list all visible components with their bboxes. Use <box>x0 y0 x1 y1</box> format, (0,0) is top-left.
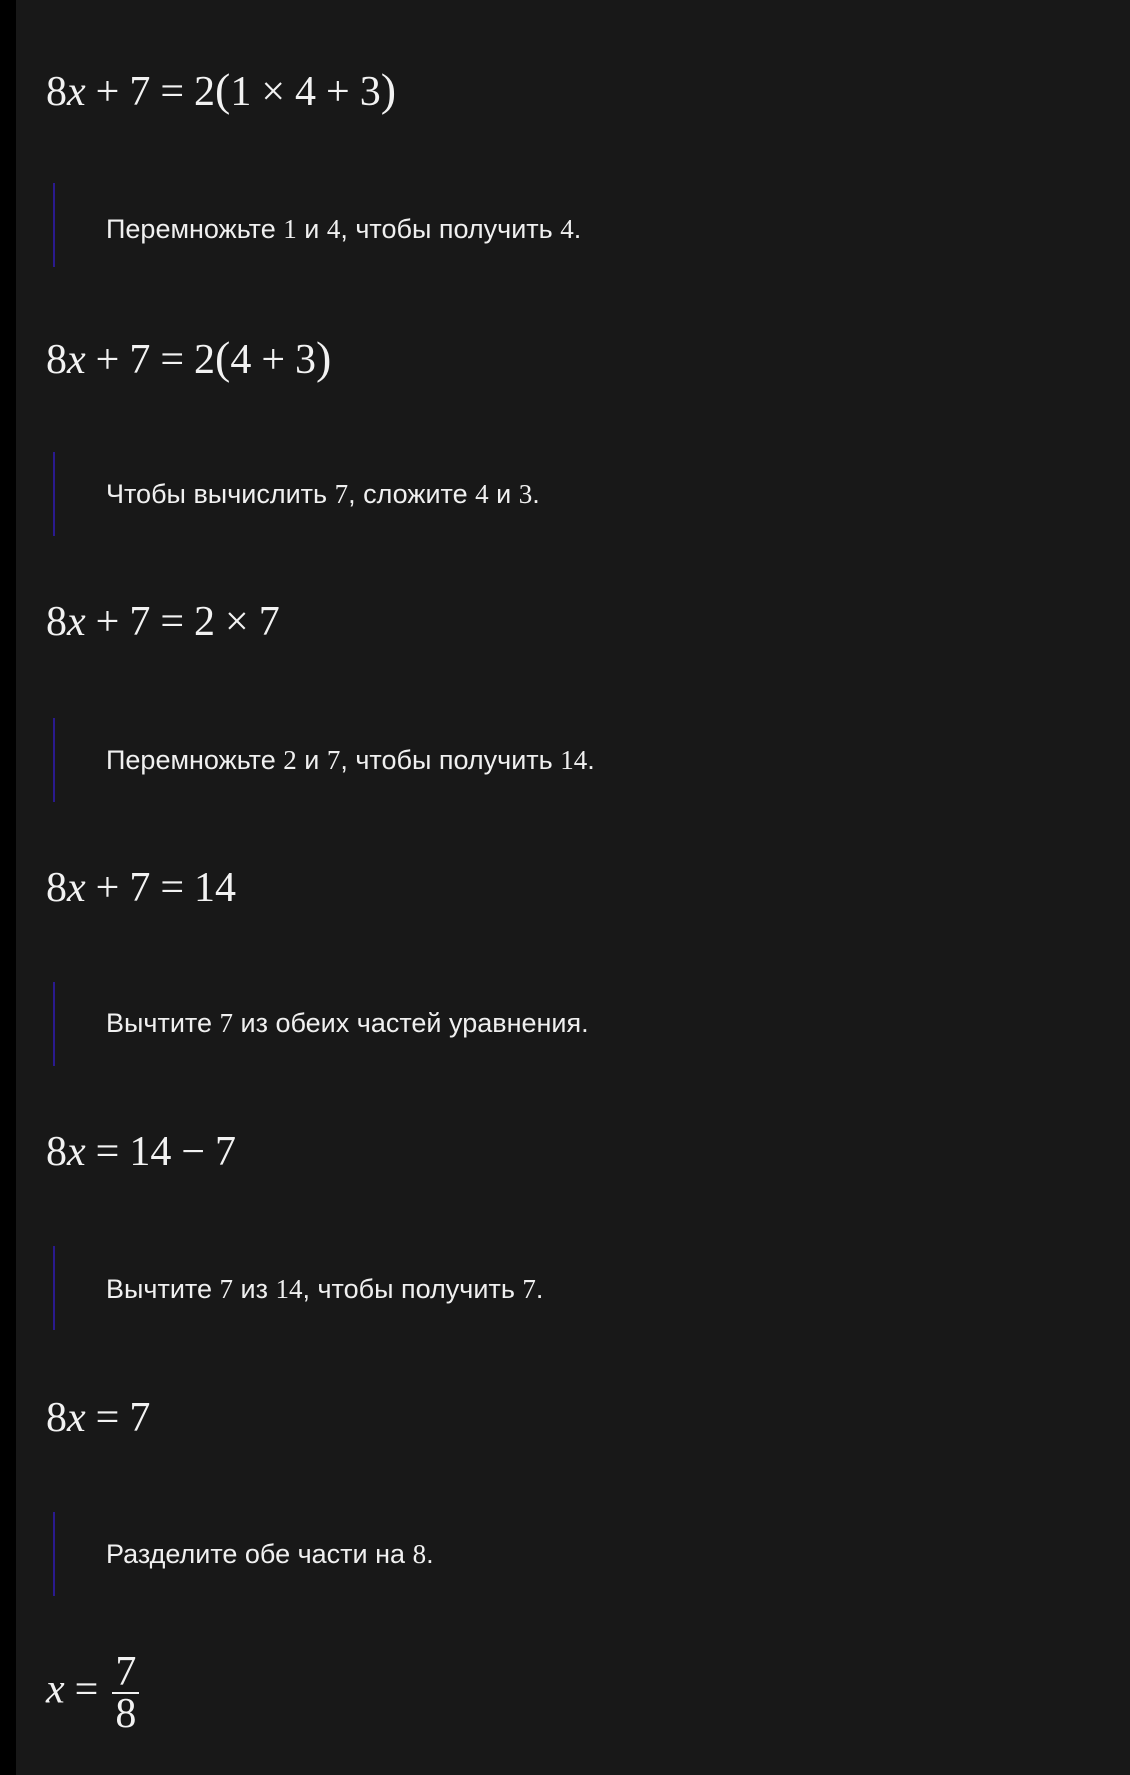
eq-coefficient: 8 <box>46 1395 67 1441</box>
step-text: , чтобы получить <box>340 745 561 775</box>
eq-equals: = <box>95 1395 120 1441</box>
step-rule <box>53 183 55 267</box>
eq-equals: = <box>160 69 185 115</box>
eq-term: 7 <box>129 337 151 383</box>
step-number: 7 <box>334 479 349 509</box>
eq-variable: x <box>67 1129 86 1175</box>
step-text: Разделите обе части на <box>106 1539 413 1569</box>
step-text: , чтобы получить <box>302 1274 523 1304</box>
fraction-numerator: 7 <box>115 1649 137 1695</box>
step-number: 1 <box>283 214 297 244</box>
eq-operator: + <box>95 69 120 115</box>
step-number: 14 <box>560 745 588 775</box>
eq-term: 7 <box>129 69 151 115</box>
equation-4 <box>46 862 236 914</box>
eq-paren-open: ( <box>215 64 231 115</box>
step-number: 7 <box>522 1274 536 1304</box>
step-text: , чтобы получить <box>340 214 561 244</box>
step-explanation-5 <box>106 1272 543 1306</box>
step-number: 3 <box>518 479 533 509</box>
eq-coefficient: 8 <box>46 69 67 115</box>
step-text: Перемножьте <box>106 745 284 775</box>
eq-equals: = <box>160 599 185 645</box>
eq-operator: + <box>261 337 286 383</box>
equation-7 <box>46 1649 139 1737</box>
step-text: . <box>426 1539 434 1569</box>
solution-panel <box>16 0 1130 1775</box>
eq-equals: = <box>160 865 185 911</box>
eq-term: 14 <box>129 1129 172 1175</box>
eq-term: 7 <box>129 865 151 911</box>
step-rule <box>53 1512 55 1596</box>
eq-coefficient: 8 <box>46 865 67 911</box>
step-explanation-3 <box>106 743 595 777</box>
step-text: и <box>296 214 327 244</box>
eq-operator: × <box>225 599 249 645</box>
step-number: 8 <box>412 1539 427 1569</box>
eq-operator: − <box>181 1129 206 1175</box>
step-explanation-6 <box>106 1537 434 1571</box>
equation-5 <box>46 1126 236 1178</box>
step-rule <box>53 982 55 1066</box>
eq-term: 2 <box>194 69 216 115</box>
step-text: Вычтите <box>106 1008 220 1038</box>
step-text: и <box>488 479 519 509</box>
fraction <box>112 1649 139 1737</box>
eq-term: 7 <box>258 599 280 645</box>
step-text: из обеих частей уравнения. <box>233 1008 589 1038</box>
step-text: Перемножьте <box>106 214 284 244</box>
eq-variable: x <box>67 599 86 645</box>
eq-variable: x <box>67 1395 86 1441</box>
step-text: из <box>233 1274 276 1304</box>
step-number: 7 <box>219 1008 234 1038</box>
eq-term: 7 <box>129 599 151 645</box>
eq-operator: + <box>95 865 120 911</box>
step-number: 4 <box>475 479 489 509</box>
step-text: . <box>587 745 595 775</box>
eq-operator: + <box>326 69 350 115</box>
step-number: 7 <box>219 1274 234 1304</box>
eq-term: 4 <box>230 337 252 383</box>
step-text: Чтобы вычислить <box>106 479 335 509</box>
eq-term: 3 <box>295 337 317 383</box>
eq-term: 7 <box>129 1395 151 1441</box>
eq-term: 7 <box>215 1129 237 1175</box>
step-text: , сложите <box>348 479 476 509</box>
eq-term: 14 <box>194 865 237 911</box>
eq-equals: = <box>74 1666 99 1713</box>
step-text: . <box>573 214 582 244</box>
fraction-denominator: 8 <box>115 1691 137 1737</box>
eq-equals: = <box>160 337 185 383</box>
eq-term: 2 <box>194 599 216 645</box>
eq-equals: = <box>95 1129 120 1175</box>
eq-coefficient: 8 <box>46 599 67 645</box>
equation-3 <box>46 596 280 648</box>
eq-variable: x <box>67 337 86 383</box>
step-text: и <box>296 745 327 775</box>
equation-6 <box>46 1392 150 1444</box>
eq-variable: x <box>67 865 86 911</box>
eq-coefficient: 8 <box>46 337 67 383</box>
eq-operator: × <box>261 69 286 115</box>
step-rule <box>53 1246 55 1330</box>
step-number: 14 <box>275 1274 303 1304</box>
step-text: . <box>535 1274 544 1304</box>
eq-term: 1 <box>230 69 252 115</box>
equation-2 <box>46 332 331 386</box>
step-explanation-2 <box>106 477 540 511</box>
eq-operator: + <box>95 337 120 383</box>
eq-term: 4 <box>295 69 317 115</box>
eq-term: 3 <box>359 69 381 115</box>
eq-operator: + <box>95 599 120 645</box>
step-explanation-1 <box>106 212 581 246</box>
step-number: 4 <box>560 214 574 244</box>
eq-paren-close: ) <box>316 332 332 383</box>
step-number: 2 <box>283 745 297 775</box>
step-text: Вычтите <box>106 1274 220 1304</box>
equation-1 <box>46 64 396 118</box>
step-rule <box>53 718 55 802</box>
step-number: 7 <box>326 745 341 775</box>
step-rule <box>53 452 55 536</box>
eq-paren-open: ( <box>215 332 231 383</box>
eq-paren-close: ) <box>380 64 397 115</box>
eq-coefficient: 8 <box>46 1129 67 1175</box>
eq-variable: x <box>46 1666 65 1713</box>
eq-variable: x <box>67 69 86 115</box>
eq-term: 2 <box>194 337 216 383</box>
step-number: 4 <box>326 214 341 244</box>
step-explanation-4 <box>106 1006 589 1040</box>
step-text: . <box>532 479 540 509</box>
